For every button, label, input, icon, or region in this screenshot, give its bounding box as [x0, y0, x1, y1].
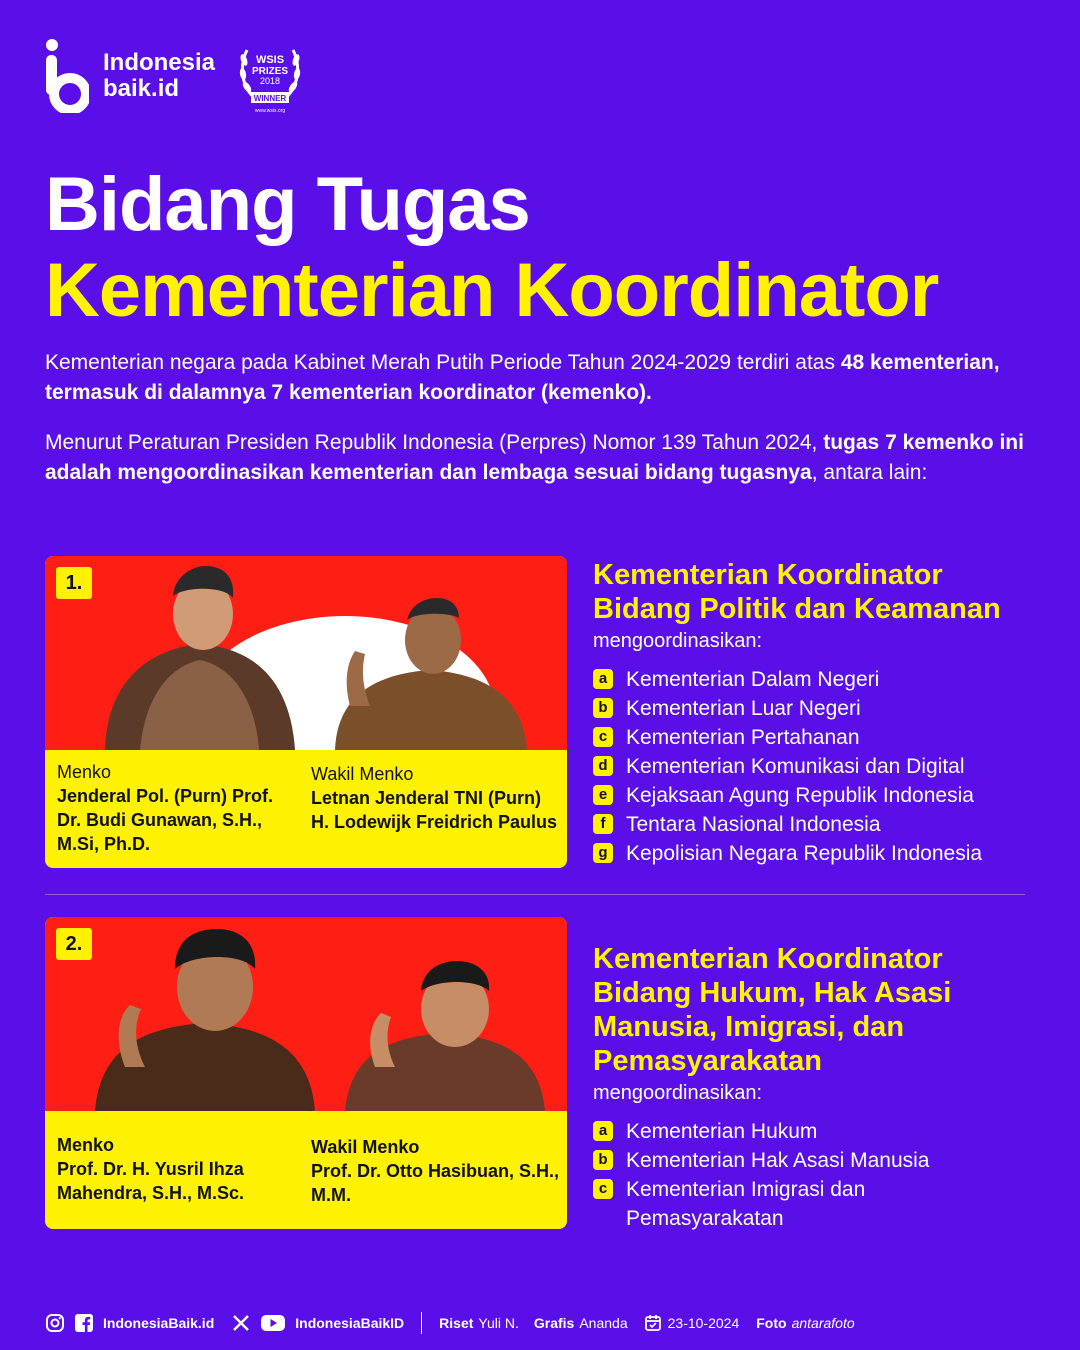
brand-line2: baik.id — [103, 75, 180, 102]
x-icon[interactable] — [231, 1313, 251, 1333]
wakil-info-2 — [311, 1135, 561, 1207]
list-item — [593, 781, 1033, 810]
list-item — [593, 839, 1033, 868]
award-line2: PRIZES — [251, 66, 289, 77]
list-text: Tentara Nasional Indonesia — [626, 813, 881, 836]
menko-info-1 — [57, 760, 297, 856]
wakil-info-1 — [311, 762, 561, 834]
intro-p1-b: 48 kementerian, termasuk di dalamnya 7 kementerian koordinator (kemenko). — [45, 351, 1000, 404]
wakil-role-1: Wakil Menko — [311, 764, 414, 784]
ministry-title-1-line1: Kementerian Koordinator — [593, 559, 943, 591]
list-item — [593, 1117, 1033, 1146]
list-text: Kementerian Dalam Negeri — [626, 668, 880, 691]
ministry-sub-1: mengoordinasikan: — [593, 630, 762, 652]
calendar-icon — [643, 1313, 663, 1333]
ministry-section-1 — [593, 558, 1033, 868]
list-text: Kementerian Hak Asasi Manusia — [626, 1149, 930, 1172]
foto-source: antarafoto — [791, 1315, 855, 1331]
brand-line1: Indonesia — [103, 49, 216, 76]
intro-p2-b: tugas 7 kemenko ini adalah mengoordinasikan kementerian dan lembaga sesuai bidang tugasnya — [45, 431, 1024, 484]
page-title — [45, 162, 938, 334]
list-letter: a — [593, 1121, 613, 1141]
list-text: Kementerian Pertahanan — [626, 726, 860, 749]
footer-handle-2[interactable]: IndonesiaBaikID — [295, 1315, 405, 1331]
list-letter: d — [593, 756, 613, 776]
wakil-role-2: Wakil Menko — [311, 1137, 420, 1157]
intro-p2-c: , antara lain: — [811, 461, 928, 484]
ministry-title-1 — [593, 558, 1033, 626]
foto-label: Foto — [756, 1315, 787, 1331]
award-line4: WINNER — [253, 94, 287, 103]
award-line5: www.wsis.org — [254, 108, 286, 114]
menko-role-2: Menko — [57, 1135, 115, 1155]
ministry-section-2 — [593, 942, 1033, 1233]
grafis-name: Ananda — [579, 1315, 628, 1331]
list-item — [593, 723, 1033, 752]
section-divider — [45, 894, 1025, 895]
award-line3: 2018 — [260, 76, 281, 86]
award-line1: WSIS — [255, 54, 285, 66]
menko-name-1: Jenderal Pol. (Purn) Prof. Dr. Budi Gunawan, S.H., M.Si, Ph.D. — [57, 786, 274, 854]
grafis-label: Grafis — [533, 1315, 575, 1331]
title-line1: Bidang Tugas — [45, 162, 530, 247]
ministry-title-2-line4: Pemasyarakatan — [593, 1045, 822, 1077]
list-text: Kementerian Hukum — [626, 1120, 818, 1143]
ministry-card-2 — [45, 917, 567, 1229]
list-text: Kepolisian Negara Republik Indonesia — [626, 842, 983, 865]
list-item — [593, 1146, 1033, 1175]
intro-p2-a: Menurut Peraturan Presiden Republik Indonesia (Perpres) Nomor 139 Tahun 2024, — [45, 431, 824, 454]
list-item — [593, 665, 1033, 694]
list-letter: c — [593, 1179, 613, 1199]
laurel-icon — [235, 36, 305, 116]
list-item — [593, 694, 1033, 723]
footer-separator — [421, 1312, 422, 1334]
list-letter: a — [593, 669, 613, 689]
ministry-card-1 — [45, 556, 567, 868]
riset-label: Riset — [439, 1315, 474, 1331]
wakil-name-2: Prof. Dr. Otto Hasibuan, S.H., M.M. — [311, 1161, 560, 1205]
list-letter: g — [593, 843, 613, 863]
list-text: Kementerian Komunikasi dan Digital — [626, 755, 965, 778]
list-text: Kementerian Imigrasi dan Pemasyarakatan — [626, 1178, 866, 1230]
list-letter: f — [593, 814, 613, 834]
intro-p1-a: Kementerian negara pada Kabinet Merah Putih Periode Tahun 2024-2029 terdiri atas — [45, 351, 841, 374]
ministry-list-1 — [593, 665, 1033, 868]
list-letter: b — [593, 698, 613, 718]
ministry-sub-2: mengoordinasikan: — [593, 1082, 762, 1104]
ministry-title-1-line2: Bidang Politik dan Keamanan — [593, 593, 1001, 625]
list-letter: b — [593, 1150, 613, 1170]
ministry-title-2 — [593, 942, 1033, 1078]
ministry-title-2-line3: Manusia, Imigrasi, dan — [593, 1011, 905, 1043]
list-item — [593, 1175, 1033, 1233]
header — [45, 36, 305, 116]
ministers-photo-2 — [45, 917, 567, 1111]
riset-name: Yuli N. — [478, 1315, 519, 1331]
intro-paragraph-1 — [45, 348, 1035, 408]
ministry-list-2 — [593, 1117, 1033, 1233]
list-item — [593, 752, 1033, 781]
wakil-name-1: Letnan Jenderal TNI (Purn) H. Lodewijk Freidrich Paulus — [311, 788, 558, 832]
intro-paragraph-2 — [45, 428, 1035, 488]
instagram-icon[interactable] — [45, 1313, 65, 1333]
facebook-icon[interactable] — [74, 1313, 94, 1333]
list-text: Kementerian Luar Negeri — [626, 697, 861, 720]
ministry-number-2: 2. — [56, 928, 92, 960]
youtube-icon[interactable] — [260, 1313, 286, 1333]
list-letter: e — [593, 785, 613, 805]
footer — [45, 1312, 855, 1334]
list-item — [593, 810, 1033, 839]
ministry-title-2-line1: Kementerian Koordinator — [593, 943, 943, 975]
list-letter: c — [593, 727, 613, 747]
brand-name — [103, 50, 215, 102]
ministry-title-2-line2: Bidang Hukum, Hak Asasi — [593, 977, 952, 1009]
indonesiabaik-logo-icon — [45, 39, 89, 113]
ministers-photo-1 — [45, 556, 567, 750]
ministry-number-1: 1. — [56, 567, 92, 599]
intro-text — [45, 348, 1035, 508]
menko-name-2: Prof. Dr. H. Yusril Ihza Mahendra, S.H., M.Sc. — [57, 1159, 245, 1203]
menko-role-1: Menko — [57, 762, 112, 782]
list-text: Kejaksaan Agung Republik Indonesia — [626, 784, 974, 807]
footer-handle-1[interactable]: IndonesiaBaik.id — [103, 1315, 215, 1331]
menko-info-2 — [57, 1133, 297, 1205]
title-line2: Kementerian Koordinator — [45, 248, 939, 333]
footer-date: 23-10-2024 — [667, 1315, 740, 1331]
wsis-award-badge — [235, 36, 305, 116]
